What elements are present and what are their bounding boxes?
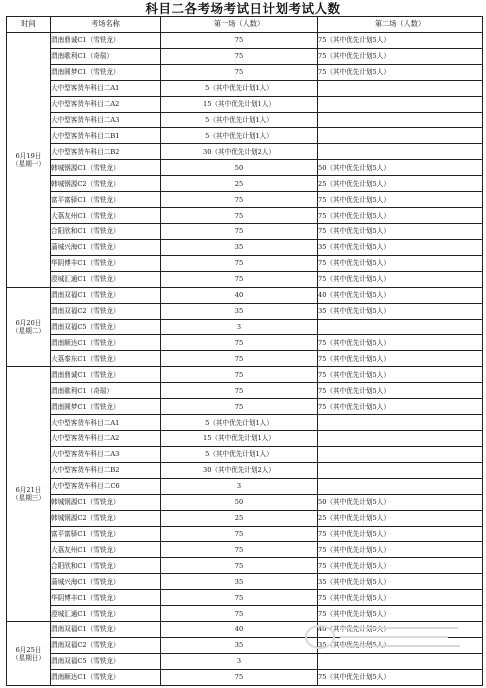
date-cell: [7, 367, 51, 622]
first-session-cell: 75: [161, 32, 318, 48]
first-session-cell: 75: [161, 590, 318, 606]
table-row: [7, 128, 483, 144]
second-session-cell: 75（其中优先计划5人）: [318, 255, 483, 271]
venue-cell: 富平富驿C1（雪铁龙）: [51, 526, 161, 542]
venue-cell: 渭南顺达C1（雪铁龙）: [51, 335, 161, 351]
venue-cell: 华阴博丰C1（雪铁龙）: [51, 255, 161, 271]
first-session-cell: 5（其中优先计划1人）: [161, 128, 318, 144]
second-session-cell: 75（其中优先计划5人）: [318, 669, 483, 685]
first-session-cell: 25: [161, 176, 318, 192]
table-row: [7, 399, 483, 415]
venue-cell: 蒲城兴海C1（雪铁龙）: [51, 239, 161, 255]
weekday-label: （星期二）: [12, 326, 45, 335]
table-row: [7, 112, 483, 128]
table-row: [7, 446, 483, 462]
venue-cell: 渭南双福C5（雪铁龙）: [51, 653, 161, 669]
first-session-cell: 75: [161, 192, 318, 208]
second-session-cell: 75（其中优先计划5人）: [318, 542, 483, 558]
venue-cell: 韩城钢源C2（雪铁龙）: [51, 176, 161, 192]
venue-cell: 大中型客货车科目二A1: [51, 80, 161, 96]
table-row: [7, 669, 483, 685]
venue-cell: 渭南歌利C1（奇瑞）: [51, 48, 161, 64]
table-row: [7, 176, 483, 192]
venue-cell: 大中型客货车科目二B2: [51, 462, 161, 478]
table-row: [7, 239, 483, 255]
first-session-cell: 75: [161, 526, 318, 542]
second-session-cell: 75（其中优先计划5人）: [318, 399, 483, 415]
table-row: [7, 208, 483, 224]
first-session-cell: 75: [161, 64, 318, 80]
table-row: [7, 574, 483, 590]
venue-cell: 富平富驿C1（雪铁龙）: [51, 192, 161, 208]
table-row: [7, 160, 483, 176]
second-session-cell: [318, 144, 483, 160]
second-session-cell: 25（其中优先计划5人）: [318, 510, 483, 526]
venue-cell: 渭南顺达C1（雪铁龙）: [51, 669, 161, 685]
venue-cell: 渭南双福C2（雪铁龙）: [51, 303, 161, 319]
venue-cell: 渭南双福C2（雪铁龙）: [51, 637, 161, 653]
schedule-body: [7, 17, 483, 686]
watermark-logo: [298, 616, 468, 658]
venue-cell: 合阳欣和C1（雪铁龙）: [51, 223, 161, 239]
venue-cell: 渭南双福C1（雪铁龙）: [51, 622, 161, 638]
table-row: [7, 144, 483, 160]
second-session-cell: 35（其中优先计划5人）: [318, 239, 483, 255]
venue-cell: 合阳欣和C1（雪铁龙）: [51, 558, 161, 574]
second-session-cell: 75（其中优先计划5人）: [318, 367, 483, 383]
venue-cell: 渭南双福C1（雪铁龙）: [51, 287, 161, 303]
date-cell: [7, 32, 51, 287]
venue-cell: 大中型客货车科目二A2: [51, 430, 161, 446]
second-session-cell: [318, 128, 483, 144]
venue-cell: 澄城汇通C1（雪铁龙）: [51, 606, 161, 622]
second-session-cell: [318, 462, 483, 478]
second-session-cell: 75（其中优先计划5人）: [318, 208, 483, 224]
table-row: [7, 415, 483, 431]
first-session-cell: 40: [161, 287, 318, 303]
table-row: [7, 271, 483, 287]
first-session-cell: 5（其中优先计划1人）: [161, 112, 318, 128]
venue-cell: 渭南双福C5（雪铁龙）: [51, 319, 161, 335]
first-session-cell: 5（其中优先计划1人）: [161, 80, 318, 96]
second-session-cell: 40（其中优先计划5人）: [318, 622, 483, 638]
venue-cell: 大中型客货车科目二A3: [51, 112, 161, 128]
first-session-cell: 3: [161, 319, 318, 335]
table-row: [7, 319, 483, 335]
date-label: 6月21日: [15, 486, 42, 495]
venue-cell: 华阴博丰C1（雪铁龙）: [51, 590, 161, 606]
venue-cell: 渭南圆梦C1（雪铁龙）: [51, 399, 161, 415]
second-session-cell: [318, 112, 483, 128]
second-session-cell: 75（其中优先计划5人）: [318, 64, 483, 80]
venue-cell: 大中型客货车科目二A2: [51, 96, 161, 112]
first-session-cell: 15（其中优先计划1人）: [161, 430, 318, 446]
table-row: [7, 542, 483, 558]
first-session-cell: 75: [161, 208, 318, 224]
first-session-cell: 40: [161, 622, 318, 638]
second-session-cell: 35（其中优先计划5人）: [318, 637, 483, 653]
venue-cell: 大荔友州C1（雪铁龙）: [51, 208, 161, 224]
weekday-label: （星期日）: [12, 653, 45, 662]
second-session-cell: 40（其中优先计划5人）: [318, 287, 483, 303]
second-session-cell: 75（其中优先计划5人）: [318, 32, 483, 48]
table-row: [7, 223, 483, 239]
venue-cell: 大中型客货车科目二A1: [51, 415, 161, 431]
second-session-cell: 75（其中优先计划5人）: [318, 606, 483, 622]
weekday-label: （星期一）: [12, 159, 45, 168]
header-second-session: 第二场（人数）: [318, 17, 483, 33]
first-session-cell: 5（其中优先计划1人）: [161, 446, 318, 462]
first-session-cell: 30（其中优先计划2人）: [161, 462, 318, 478]
first-session-cell: 75: [161, 558, 318, 574]
table-row: [7, 430, 483, 446]
table-row: [7, 526, 483, 542]
second-session-cell: [318, 80, 483, 96]
second-session-cell: 75（其中优先计划5人）: [318, 48, 483, 64]
table-row: [7, 351, 483, 367]
table-row: [7, 80, 483, 96]
schedule-table: [6, 16, 483, 686]
header-row: [7, 17, 483, 33]
second-session-cell: 50（其中优先计划5人）: [318, 160, 483, 176]
first-session-cell: 35: [161, 303, 318, 319]
venue-cell: 澄城汇通C1（雪铁龙）: [51, 271, 161, 287]
first-session-cell: 75: [161, 255, 318, 271]
page-title: 科目二各考场考试日计划考试人数: [145, 1, 341, 16]
table-row: [7, 32, 483, 48]
first-session-cell: 75: [161, 223, 318, 239]
second-session-cell: 75（其中优先计划5人）: [318, 590, 483, 606]
venue-cell: 大荔友州C1（雪铁龙）: [51, 542, 161, 558]
venue-cell: 韩城钢源C1（雪铁龙）: [51, 494, 161, 510]
date-label: 6月25日: [15, 645, 42, 654]
second-session-cell: 50（其中优先计划5人）: [318, 494, 483, 510]
second-session-cell: 75（其中优先计划5人）: [318, 192, 483, 208]
table-row: [7, 367, 483, 383]
first-session-cell: 35: [161, 574, 318, 590]
second-session-cell: 75（其中优先计划5人）: [318, 271, 483, 287]
venue-cell: 渭南鼎诚C1（雪铁龙）: [51, 367, 161, 383]
first-session-cell: 50: [161, 494, 318, 510]
venue-cell: 渭南歌利C1（奇瑞）: [51, 383, 161, 399]
table-row: [7, 510, 483, 526]
second-session-cell: 75（其中优先计划5人）: [318, 335, 483, 351]
first-session-cell: 25: [161, 510, 318, 526]
first-session-cell: 35: [161, 239, 318, 255]
date-cell: [7, 622, 51, 686]
date-label: 6月19日: [15, 151, 42, 160]
first-session-cell: 75: [161, 383, 318, 399]
second-session-cell: [318, 430, 483, 446]
date-label: 6月20日: [15, 318, 42, 327]
first-session-cell: 35: [161, 637, 318, 653]
table-row: [7, 335, 483, 351]
first-session-cell: 50: [161, 160, 318, 176]
first-session-cell: 75: [161, 606, 318, 622]
first-session-cell: 75: [161, 669, 318, 685]
second-session-cell: 35（其中优先计划5人）: [318, 574, 483, 590]
second-session-cell: [318, 446, 483, 462]
header-first-session: 第一场（人数）: [161, 17, 318, 33]
venue-cell: 大中型客货车科目二B1: [51, 128, 161, 144]
first-session-cell: 3: [161, 478, 318, 494]
weekday-label: （星期三）: [12, 494, 45, 503]
first-session-cell: 75: [161, 48, 318, 64]
first-session-cell: 75: [161, 542, 318, 558]
venue-cell: 大中型客货车科目二C6: [51, 478, 161, 494]
table-row: [7, 287, 483, 303]
first-session-cell: 75: [161, 367, 318, 383]
first-session-cell: 5（其中优先计划1人）: [161, 415, 318, 431]
table-row: [7, 558, 483, 574]
first-session-cell: 75: [161, 271, 318, 287]
table-row: [7, 494, 483, 510]
header-time: 时间: [7, 17, 51, 33]
second-session-cell: [318, 96, 483, 112]
date-cell: [7, 287, 51, 367]
second-session-cell: [318, 319, 483, 335]
table-row: [7, 64, 483, 80]
second-session-cell: [318, 478, 483, 494]
second-session-cell: 75（其中优先计划5人）: [318, 526, 483, 542]
venue-cell: 大中型客货车科目二B2: [51, 144, 161, 160]
venue-cell: 大中型客货车科目二A3: [51, 446, 161, 462]
second-session-cell: 35（其中优先计划5人）: [318, 303, 483, 319]
second-session-cell: 75（其中优先计划5人）: [318, 383, 483, 399]
first-session-cell: 3: [161, 653, 318, 669]
table-row: [7, 590, 483, 606]
table-row: [7, 383, 483, 399]
table-row: [7, 192, 483, 208]
venue-cell: 大荔秦东C1（雪铁龙）: [51, 351, 161, 367]
first-session-cell: 75: [161, 351, 318, 367]
first-session-cell: 75: [161, 399, 318, 415]
table-row: [7, 478, 483, 494]
table-row: [7, 303, 483, 319]
header-venue: 考场名称: [51, 17, 161, 33]
second-session-cell: 25（其中优先计划5人）: [318, 176, 483, 192]
second-session-cell: 75（其中优先计划5人）: [318, 351, 483, 367]
venue-cell: 韩城钢源C1（雪铁龙）: [51, 160, 161, 176]
first-session-cell: 75: [161, 335, 318, 351]
venue-cell: 韩城钢源C2（雪铁龙）: [51, 510, 161, 526]
first-session-cell: 15（其中优先计划1人）: [161, 96, 318, 112]
table-row: [7, 462, 483, 478]
venue-cell: 渭南圆梦C1（雪铁龙）: [51, 64, 161, 80]
first-session-cell: 30（其中优先计划2人）: [161, 144, 318, 160]
venue-cell: 渭南鼎诚C1（雪铁龙）: [51, 32, 161, 48]
venue-cell: 蒲城兴海C1（雪铁龙）: [51, 574, 161, 590]
second-session-cell: 75（其中优先计划5人）: [318, 558, 483, 574]
table-row: [7, 255, 483, 271]
second-session-cell: [318, 415, 483, 431]
table-row: [7, 48, 483, 64]
table-row: [7, 96, 483, 112]
second-session-cell: 75（其中优先计划5人）: [318, 223, 483, 239]
